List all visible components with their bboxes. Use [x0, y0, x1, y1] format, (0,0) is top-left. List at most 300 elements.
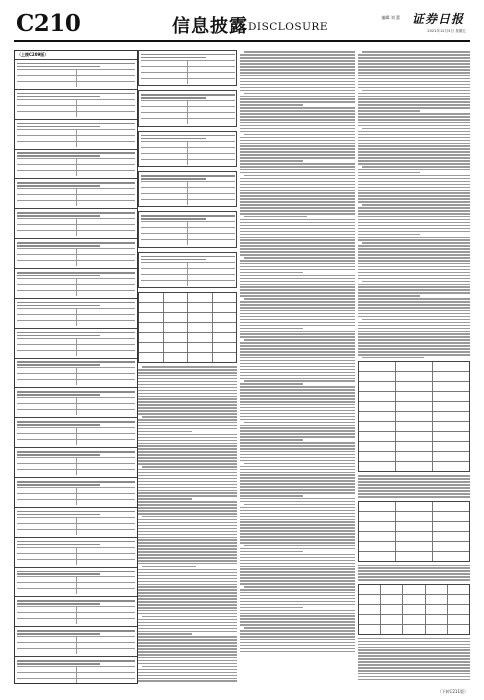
cell [17, 159, 76, 164]
text-line [358, 131, 470, 133]
text-line [358, 75, 470, 77]
info-row [141, 118, 235, 124]
text-line [358, 210, 470, 212]
cell [17, 440, 76, 445]
text-line [358, 351, 470, 353]
text-line [138, 542, 237, 544]
text-line [240, 489, 355, 491]
text-line [240, 551, 303, 553]
text-line [17, 96, 100, 98]
info-row [17, 559, 135, 565]
text-line [240, 548, 355, 550]
table-cell [163, 353, 188, 362]
table-cell [432, 552, 469, 561]
text-line [17, 541, 135, 543]
text-line [138, 440, 237, 442]
info-row [17, 427, 135, 433]
text-line [138, 660, 237, 662]
text-line [138, 539, 237, 541]
cell [17, 583, 76, 588]
text-line [240, 633, 355, 635]
text-line [138, 519, 237, 521]
info-row [17, 105, 135, 111]
cell [17, 500, 76, 505]
text-line [358, 84, 470, 86]
text-line [138, 404, 237, 406]
cell [141, 154, 188, 159]
text-line [138, 437, 237, 439]
newspaper-logo: 证券日报 [411, 12, 464, 26]
text-line [240, 568, 355, 570]
text-line [240, 131, 355, 133]
fund-block [15, 477, 137, 507]
text-line [138, 475, 237, 477]
text-line [141, 138, 207, 140]
cell [76, 434, 136, 439]
table-cell [212, 343, 237, 352]
info-row [141, 106, 235, 112]
info-row [141, 193, 235, 199]
text-line [358, 354, 470, 356]
table-cell [359, 422, 395, 431]
text-line [358, 119, 470, 121]
info-row [17, 457, 135, 463]
text-line [138, 487, 237, 489]
table-cell [395, 532, 432, 541]
text-line [358, 113, 470, 115]
cell [141, 222, 188, 227]
text-line [240, 651, 355, 653]
table-cell [395, 362, 432, 371]
fund-block [15, 358, 137, 388]
page-number: C210 [16, 10, 81, 37]
table-cell [139, 333, 163, 342]
text-line [240, 178, 355, 180]
text-line [138, 572, 237, 574]
info-row [17, 678, 135, 684]
text-line [240, 128, 355, 130]
text-line [240, 621, 355, 623]
text-line [358, 190, 470, 192]
cell [141, 73, 188, 78]
text-line [240, 63, 355, 65]
fund-block [15, 178, 137, 208]
text-line [358, 195, 470, 197]
table-cell [187, 313, 212, 322]
cell [76, 404, 136, 409]
cell [17, 637, 76, 642]
text-line [138, 454, 237, 456]
text-line [138, 563, 237, 565]
text-line [138, 675, 237, 677]
cell [17, 643, 76, 648]
text-line [240, 331, 355, 333]
info-row [17, 648, 135, 654]
table-cell [359, 585, 380, 594]
cell [17, 374, 76, 379]
info-row [17, 529, 135, 535]
text-line [358, 104, 470, 106]
cell [141, 200, 188, 205]
cell [76, 171, 136, 176]
cell [17, 589, 76, 594]
table-row [139, 352, 236, 362]
info-row [17, 338, 135, 344]
cell [17, 673, 76, 678]
cell [76, 279, 136, 284]
text-line [138, 501, 237, 503]
cell [76, 136, 136, 141]
table-cell [432, 532, 469, 541]
text-line [142, 366, 237, 368]
info-row [17, 320, 135, 326]
text-line [138, 410, 237, 412]
table-cell [359, 452, 395, 461]
cell [76, 315, 136, 320]
info-row [17, 278, 135, 284]
text-line [358, 647, 470, 649]
text-line [17, 245, 100, 247]
text-line [240, 210, 355, 212]
cell [76, 458, 136, 463]
text-line [358, 60, 470, 62]
cell [187, 154, 235, 159]
text-line [240, 166, 355, 168]
text-line [17, 182, 135, 184]
text-line [17, 391, 135, 393]
text-line [358, 658, 470, 660]
text-line [17, 451, 135, 453]
text-line [138, 443, 237, 445]
cell [76, 100, 136, 105]
text-line [244, 504, 355, 506]
text-line [240, 201, 355, 203]
table-cell [187, 293, 212, 302]
table-row [359, 431, 469, 441]
text-line [240, 477, 355, 479]
text-line [240, 145, 355, 147]
info-row [17, 141, 135, 147]
info-row [141, 141, 235, 147]
text-line [240, 469, 355, 471]
data-table [358, 501, 470, 562]
text-line [358, 216, 470, 218]
table-cell [395, 422, 432, 431]
cell [76, 500, 136, 505]
table-cell [187, 323, 212, 332]
text-line [358, 251, 470, 253]
text-line [240, 107, 355, 109]
text-line [240, 557, 355, 559]
text-line [240, 618, 355, 620]
text-line [240, 615, 355, 617]
text-line [362, 319, 470, 321]
text-line [240, 533, 355, 535]
text-line [17, 600, 135, 602]
text-line [240, 498, 355, 500]
text-line [17, 185, 100, 187]
text-line [358, 222, 470, 224]
text-line [141, 256, 235, 258]
table-row [359, 604, 469, 614]
text-line [358, 336, 470, 338]
info-row [17, 523, 135, 529]
text-line [240, 278, 355, 280]
text-line [141, 97, 207, 99]
text-line [240, 419, 355, 421]
cell [17, 285, 76, 290]
table-row [139, 312, 236, 322]
cell [17, 219, 76, 224]
text-line [240, 207, 355, 209]
text-line [240, 101, 355, 103]
text-line [240, 54, 355, 56]
cell [17, 142, 76, 147]
info-row [141, 199, 235, 205]
fund-list-column [14, 50, 138, 684]
text-line [240, 275, 355, 277]
cell [76, 398, 136, 403]
text-line [17, 335, 100, 337]
cell [76, 70, 136, 75]
cell [187, 194, 235, 199]
text-line [358, 301, 470, 303]
text-line [138, 589, 237, 591]
text-line [17, 454, 100, 456]
table-row [139, 322, 236, 332]
text-line [358, 670, 470, 672]
cell [76, 142, 136, 147]
text-line [17, 215, 100, 217]
body-text-column-right [358, 50, 470, 682]
text-line [240, 198, 355, 200]
info-row [17, 170, 135, 176]
table-cell [447, 585, 469, 594]
cell [187, 263, 235, 268]
text-line [240, 378, 355, 380]
text-line [240, 425, 355, 427]
text-line [240, 187, 355, 189]
cell [17, 82, 76, 87]
text-line [138, 481, 237, 483]
fund-box [138, 90, 237, 126]
cell [76, 339, 136, 344]
cell [17, 76, 76, 81]
text-line [138, 498, 192, 500]
cell [76, 189, 136, 194]
table-row [359, 441, 469, 451]
cell [76, 554, 136, 559]
text-line [358, 269, 470, 271]
text-line [17, 571, 135, 573]
text-line [358, 134, 470, 136]
text-line [138, 531, 237, 533]
text-line [240, 407, 355, 409]
info-row [141, 239, 235, 245]
text-line [240, 195, 355, 197]
cell [141, 188, 188, 193]
text-line [240, 245, 355, 247]
fund-block [15, 328, 137, 358]
cell [76, 201, 136, 206]
text-line [138, 472, 237, 474]
table-cell [402, 605, 424, 614]
text-line [142, 516, 237, 518]
cell [76, 380, 136, 385]
text-line [358, 638, 470, 640]
text-line [17, 511, 135, 513]
text-line [240, 251, 355, 253]
text-line [240, 316, 355, 318]
cell [187, 107, 235, 112]
text-line [240, 304, 355, 306]
text-line [138, 387, 237, 389]
text-line [358, 63, 470, 65]
text-line [17, 573, 100, 575]
cell [187, 188, 235, 193]
cell [17, 100, 76, 105]
text-line [141, 94, 235, 96]
cell [76, 673, 136, 678]
table-row [359, 362, 469, 371]
text-line [138, 495, 237, 497]
text-line [240, 454, 355, 456]
text-line [358, 198, 470, 200]
info-row [141, 221, 235, 227]
text-line [358, 661, 470, 663]
data-table [138, 292, 237, 363]
cell [17, 667, 76, 672]
text-line [240, 580, 355, 582]
text-line [138, 663, 237, 665]
text-line [244, 257, 355, 259]
cell [141, 107, 188, 112]
cell [17, 112, 76, 117]
text-line [240, 519, 355, 521]
table-row [359, 371, 469, 381]
text-line [240, 630, 355, 632]
text-line [138, 484, 237, 486]
text-line [240, 624, 355, 626]
text-line [240, 248, 355, 250]
text-line [240, 160, 303, 162]
table-cell [187, 343, 212, 352]
text-line [138, 651, 237, 653]
table-cell [163, 323, 188, 332]
table-cell [395, 542, 432, 551]
fund-block [15, 417, 137, 447]
info-row [141, 78, 235, 84]
text-line [240, 524, 355, 526]
text-line [358, 655, 470, 657]
text-line [358, 275, 470, 277]
info-row [17, 350, 135, 356]
cell [17, 291, 76, 296]
text-line [240, 495, 303, 497]
text-line [240, 292, 355, 294]
info-row [141, 181, 235, 187]
text-line [138, 428, 237, 430]
cell [187, 222, 235, 227]
text-line [240, 239, 355, 241]
text-line [138, 451, 237, 453]
text-line [240, 263, 355, 265]
text-line [240, 577, 355, 579]
table-row [359, 411, 469, 421]
text-line [240, 66, 355, 68]
text-line [240, 416, 355, 418]
text-line [358, 576, 470, 578]
fund-block [15, 387, 137, 417]
text-line [240, 254, 355, 256]
text-line [244, 422, 355, 424]
text-line [138, 448, 237, 450]
cell [17, 607, 76, 612]
cell [17, 380, 76, 385]
fund-block [15, 567, 137, 597]
text-line [240, 401, 355, 403]
cell [76, 195, 136, 200]
text-line [358, 565, 470, 567]
text-line [240, 154, 355, 156]
table-cell [187, 353, 212, 362]
cell [141, 113, 188, 118]
info-row [17, 403, 135, 409]
info-row [141, 72, 235, 78]
info-row [17, 469, 135, 475]
text-line [138, 513, 237, 515]
table-row [359, 551, 469, 561]
text-line [358, 140, 470, 142]
table-cell [139, 293, 163, 302]
text-line [138, 398, 237, 400]
cell [141, 142, 188, 147]
text-line [240, 342, 355, 344]
cell [187, 113, 235, 118]
info-row [17, 314, 135, 320]
cell [17, 530, 76, 535]
text-line [138, 654, 237, 656]
text-line [240, 325, 355, 327]
cell [76, 649, 136, 654]
text-line [358, 175, 470, 177]
table-cell [212, 333, 237, 342]
text-line [240, 78, 355, 80]
text-line [358, 493, 470, 495]
text-line [240, 307, 355, 309]
cell [17, 136, 76, 141]
cell [76, 285, 136, 290]
info-row [17, 499, 135, 505]
table-cell [359, 392, 395, 401]
text-line [138, 636, 237, 638]
text-line [240, 592, 355, 594]
text-line [240, 72, 355, 74]
text-line [17, 152, 135, 154]
text-line [17, 123, 135, 125]
text-line [138, 551, 237, 553]
text-line [358, 163, 470, 165]
cell [76, 589, 136, 594]
table-cell [425, 605, 447, 614]
text-line [142, 566, 196, 568]
cell [76, 231, 136, 236]
text-line [138, 407, 237, 409]
cell [17, 249, 76, 254]
text-line [244, 627, 355, 629]
table-cell [395, 442, 432, 451]
table-cell [139, 313, 163, 322]
